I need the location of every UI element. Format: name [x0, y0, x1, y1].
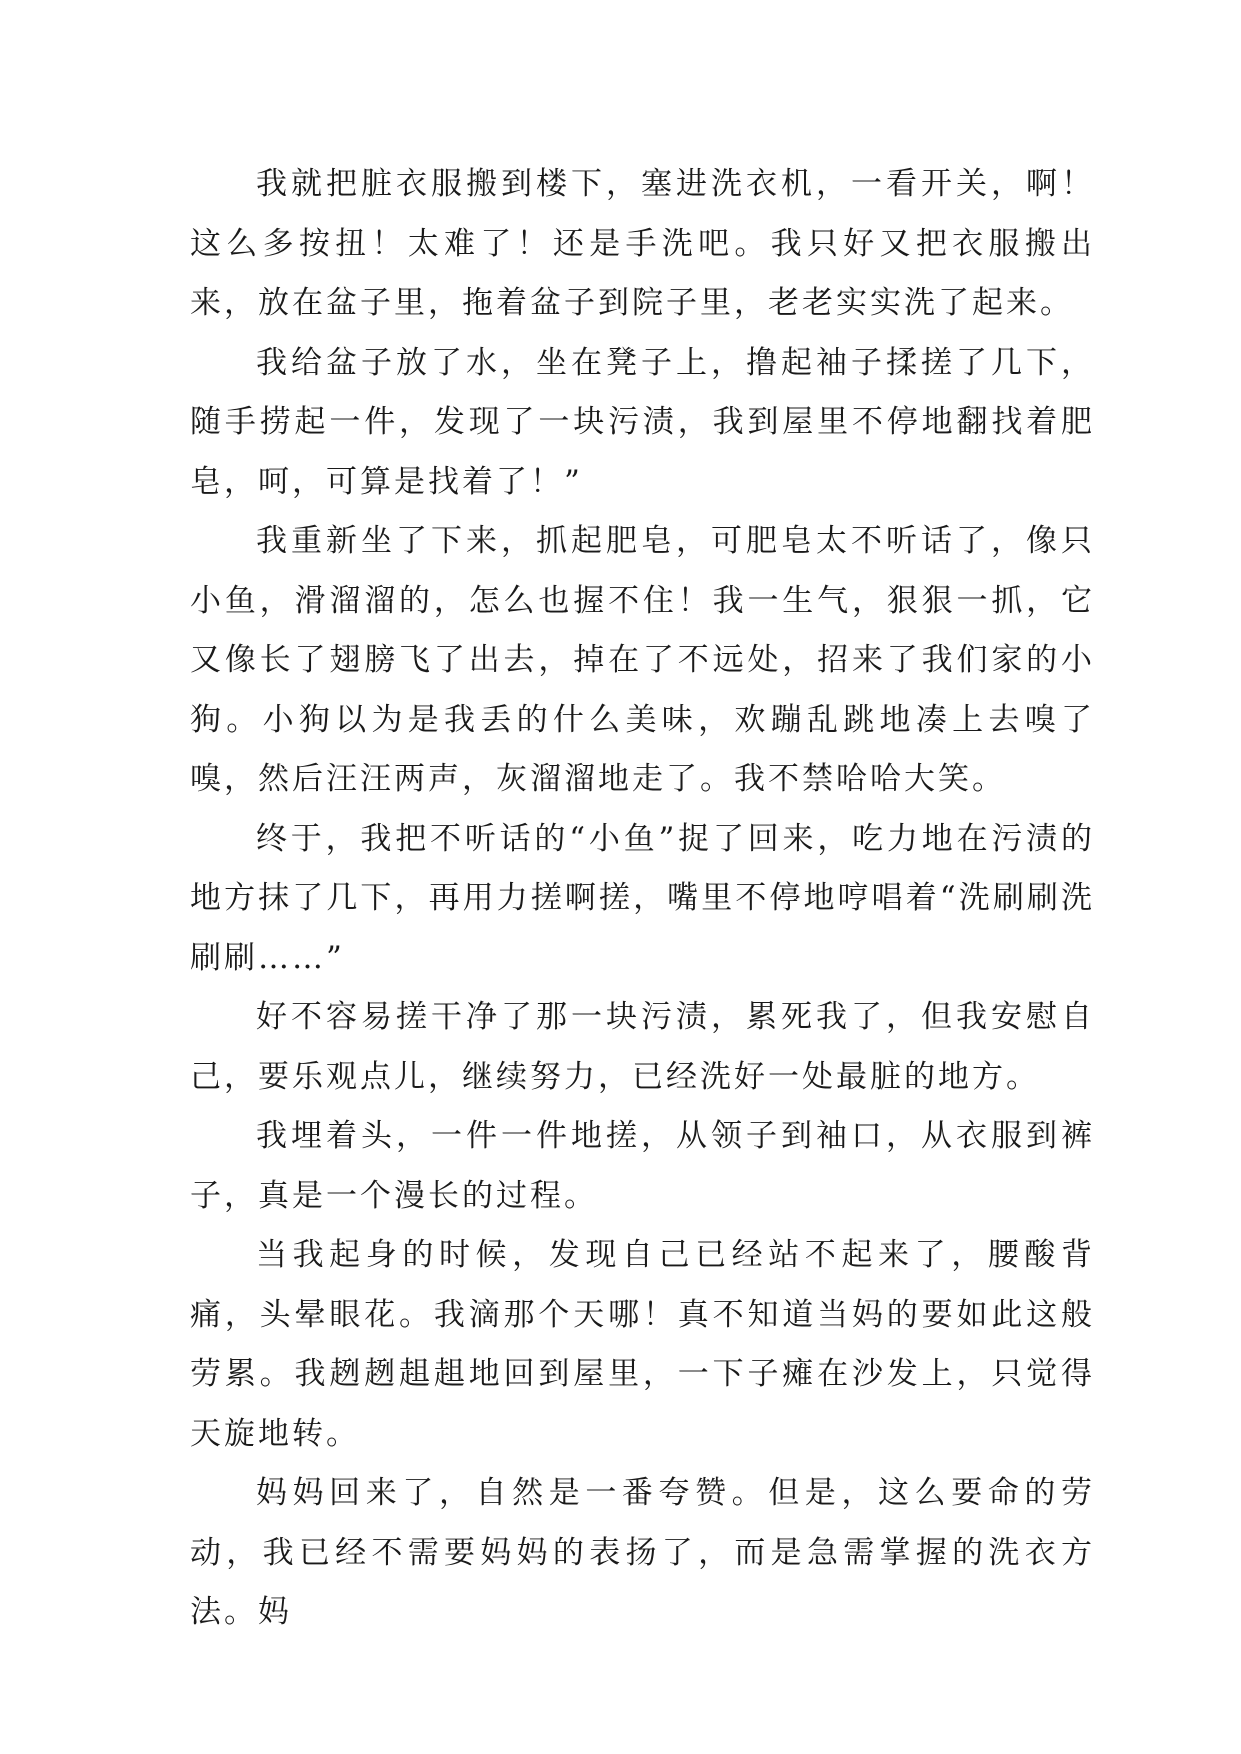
paragraph: 妈妈回来了，自然是一番夸赞。但是，这么要命的劳动，我已经不需要妈妈的表扬了，而是急需掌握的洗衣方法。妈 — [190, 1475, 1095, 1630]
paragraph: 我就把脏衣服搬到楼下，塞进洗衣机，一看开关，啊！这么多按扭！太难了！还是手洗吧。我只好又把衣服搬出来，放在盆子里，拖着盆子到院子里，老老实实洗了起来。 — [190, 166, 1095, 321]
paragraph: 我给盆子放了水，坐在凳子上，撸起袖子揉搓了几下，随手捞起一件，发现了一块污渍，我到屋里不停地翻找着肥皂，呵，可算是找着了！” — [190, 344, 1095, 500]
paragraph: 我埋着头，一件一件地搓，从领子到袖口，从衣服到裤子，真是一个漫长的过程。 — [190, 1118, 1095, 1214]
paragraph: 当我起身的时候，发现自己已经站不起来了，腰酸背痛，头晕眼花。我滴那个天哪！真不知道当妈的要如此这般劳累。我趔趔趄趄地回到屋里，一下子瘫在沙发上，只觉得天旋地转。 — [190, 1237, 1095, 1452]
paragraph: 我重新坐了下来，抓起肥皂，可肥皂太不听话了，像只小鱼，滑溜溜的，怎么也握不住！我一生气，狠狠一抓，它又像长了翅膀飞了出去，掉在了不远处，招来了我们家的小狗。小狗以为是我丢的什么美味，欢蹦乱跳地凑上去嗅了嗅，然后汪汪两声，灰溜溜地走了。我不禁哈哈大笑。 — [190, 523, 1095, 797]
document-page — [190, 155, 1095, 1643]
paragraph: 终于，我把不听话的“小鱼”捉了回来，吃力地在污渍的地方抹了几下，再用力搓啊搓，嘴里不停地哼唱着“洗刷刷洗刷刷……” — [190, 820, 1095, 976]
paragraph: 好不容易搓干净了那一块污渍，累死我了，但我安慰自己，要乐观点儿，继续努力，已经洗好一处最脏的地方。 — [190, 999, 1095, 1095]
